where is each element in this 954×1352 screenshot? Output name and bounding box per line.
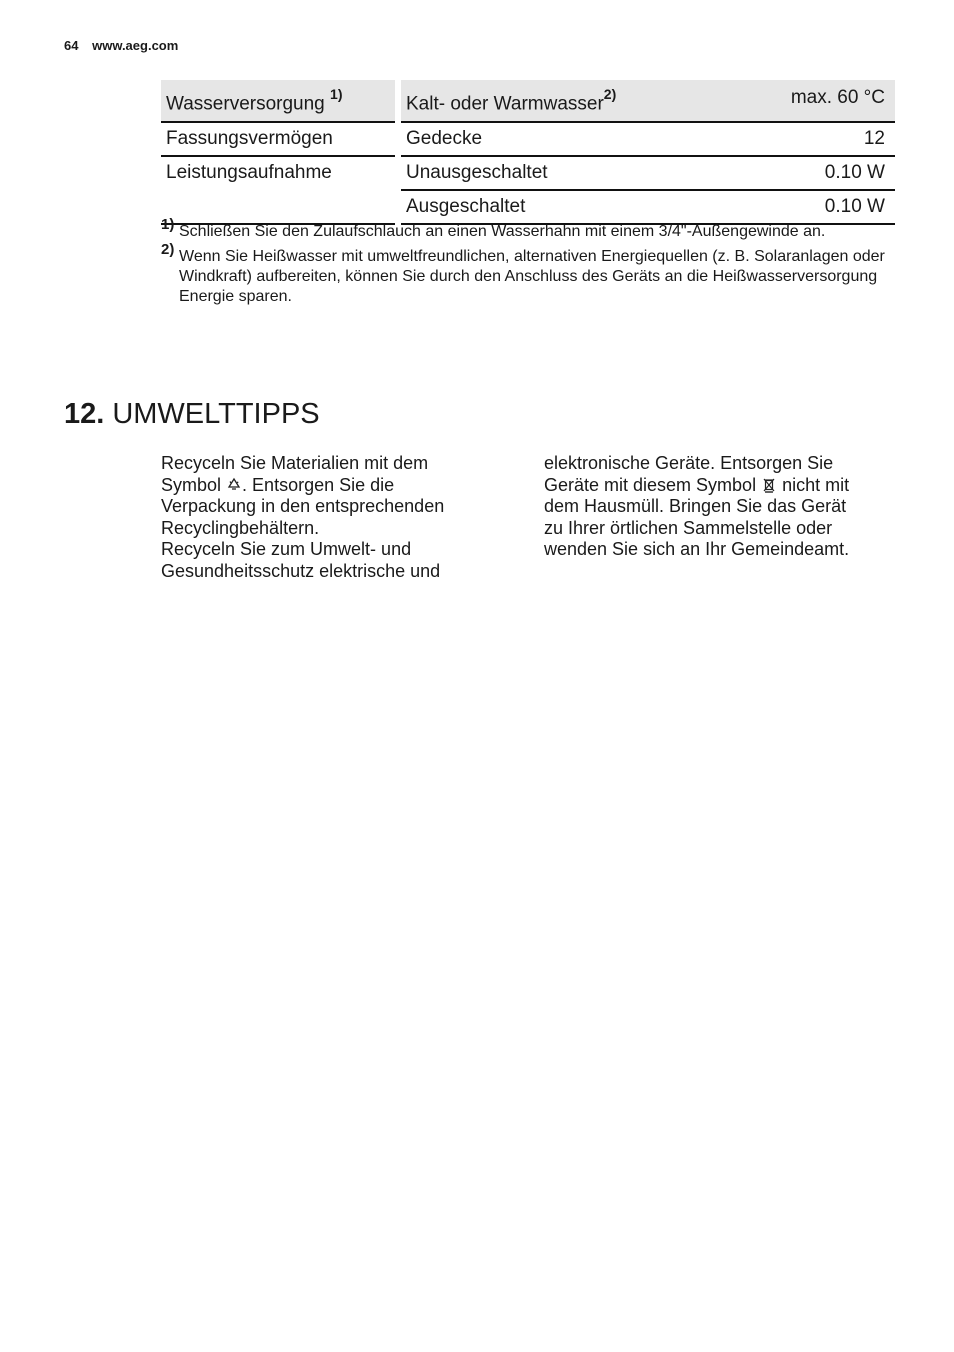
section-heading: UMWELTTIPPS	[112, 398, 320, 430]
table-cell: Fassungsvermögen	[161, 122, 398, 156]
table-cell: Wasserversorgung $^{1)}$	[161, 80, 398, 122]
table-cell: Unausgeschaltet	[398, 156, 734, 190]
page-number: 64	[64, 38, 79, 53]
page-header	[64, 38, 178, 53]
section-number: 12.	[64, 398, 105, 430]
table-cell: Leistungsaufnahme	[161, 156, 398, 224]
table-cell: 0.10 W	[734, 190, 895, 224]
recycle-icon	[226, 477, 242, 493]
table-cell: max. 60 °C	[734, 80, 895, 122]
table-cell: Ausgeschaltet	[398, 190, 734, 224]
text-column-right: elektronische Geräte. Entsorgen Sie Geräte mit diesem Symbol nicht mit dem Hausmüll. Bringen Sie das Gerät zu Ihrer örtlichen Sammelstelle oder wenden Sie sich an Ihr Gemeindeamt.	[544, 453, 850, 559]
section-title	[64, 398, 320, 431]
footnote-mark: 1)	[161, 216, 175, 233]
footnote-text: Wenn Sie Heißwasser mit umweltfreundlichen, alternativen Energiequellen (z. B. Solaranlagen oder Windkraft) aufbereiten, können Sie durch den Anschluss des Geräts an die Heißwasserversorgung Energie sparen.	[179, 248, 885, 305]
site-url: www.aeg.com	[92, 38, 179, 53]
footnote-1	[161, 216, 891, 242]
footnote-text: Schließen Sie den Zulaufschlauch an einen Wasserhahn mit einem 3/4"-Außengewinde an.	[179, 223, 826, 240]
crossed-bin-icon	[761, 477, 777, 493]
paragraph: Recyceln Sie zum Umwelt- und Gesundheitsschutz elektrische und	[161, 539, 441, 581]
table-cell: 12	[734, 122, 895, 156]
text-column-left	[161, 453, 481, 582]
table-cell: Gedecke	[398, 122, 734, 156]
table-row	[161, 80, 895, 122]
spec-table	[161, 80, 895, 225]
table-cell: Kalt- oder Warmwasser$^{2)}$	[398, 80, 734, 122]
paragraph: Recyceln Sie Materialien mit dem Symbol . Entsorgen Sie die Verpackung in den entsprechenden Recyclingbehältern.	[161, 453, 445, 538]
footnote-2	[161, 241, 891, 307]
table-row	[161, 156, 895, 190]
table-row	[161, 122, 895, 156]
table-cell: 0.10 W	[734, 156, 895, 190]
footnotes	[161, 216, 891, 312]
footnote-mark: 2)	[161, 241, 175, 258]
